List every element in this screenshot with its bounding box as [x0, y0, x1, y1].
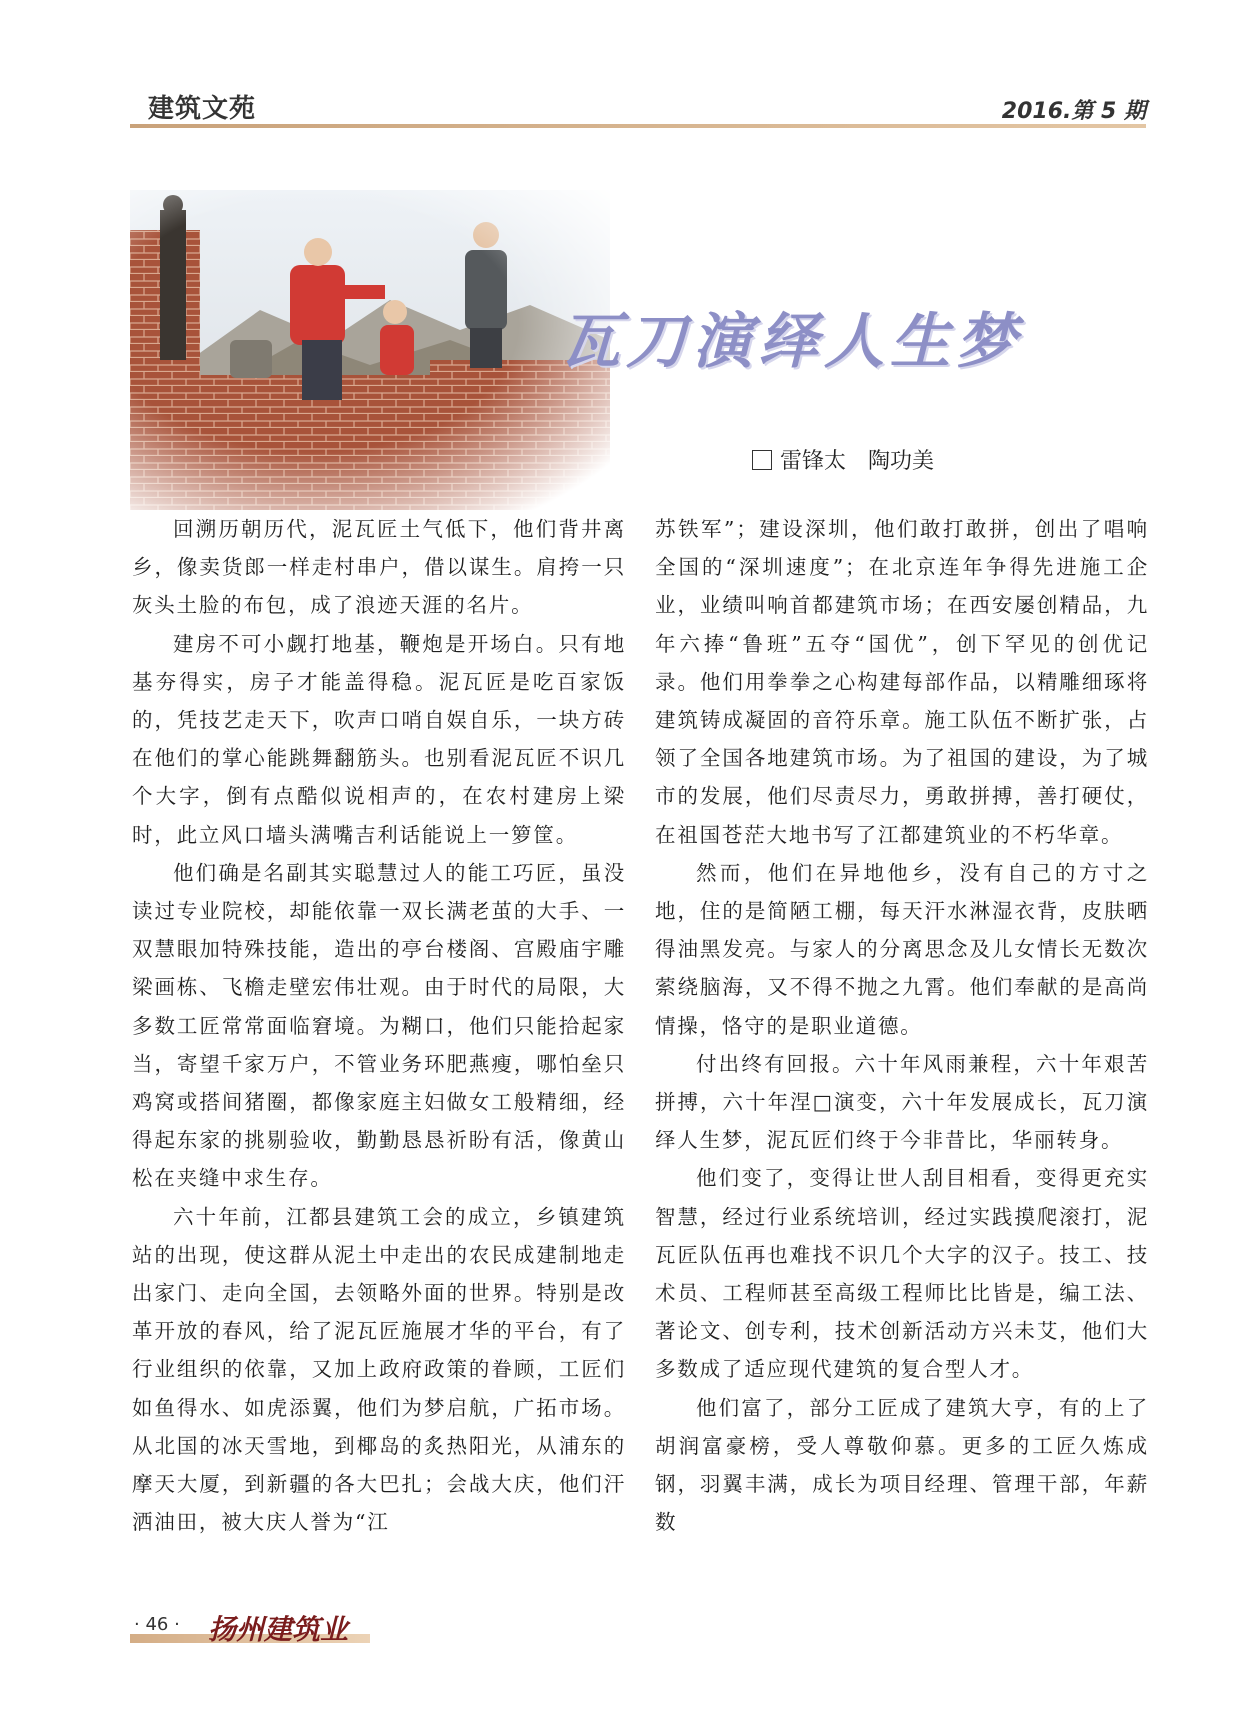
article-photo [130, 190, 610, 510]
paragraph-continuation: 苏铁军”；建设深圳，他们敢打敢拼，创出了唱响全国的“深圳速度”；在北京连年争得先进施工企业，业绩叫响首都建筑市场；在西安屡创精品，九年六捧“鲁班”五夺“国优”，创下罕见的创优记录。他们用拳拳之心构建每部作品，以精雕细琢将建筑铸成凝固的音符乐章。施工队伍不断扩张，占领了全国各地建筑市场。为了祖国的建设，为了城市的发展，他们尽责尽力，勇敢拼搏，善打硬仗，在祖国苍茫大地书写了江都建筑业的不朽华章。 [655, 517, 1149, 847]
left-column [132, 510, 626, 1541]
paragraph: 回溯历朝历代，泥瓦匠土气低下，他们背井离乡，像卖货郎一样走村串户，借以谋生。肩挎一只灰头土脸的布包，成了浪迹天涯的名片。 [132, 517, 626, 618]
section-title: 建筑文苑 [148, 94, 257, 124]
page-number: · 46 · [134, 1614, 180, 1635]
byline-box-icon [752, 450, 772, 470]
author-name: 陶功美 [868, 449, 935, 474]
paragraph: 他们变了，变得让世人刮目相看，变得更充实智慧，经过行业系统培训，经过实践摸爬滚打，泥瓦匠队伍再也难找不识几个大字的汉子。技工、技术员、工程师甚至高级工程师比比皆是，编工法、著论文、创专利，技术创新活动方兴未艾，他们大多数成了适应现代建筑的复合型人才。 [655, 1166, 1149, 1382]
byline [752, 444, 934, 475]
paragraph: 他们确是名副其实聪慧过人的能工巧匠，虽没读过专业院校，却能依靠一双长满老茧的大手、一双慧眼加特殊技能，造出的亭台楼阁、宫殿庙宇雕梁画栋、飞檐走壁宏伟壮观。由于时代的局限，大多数工匠常常面临窘境。为糊口，他们只能拾起家当，寄望千家万户，不管业务环肥燕瘦，哪怕垒只鸡窝或搭间猪圈，都像家庭主妇做女工般精细，经得起东家的挑剔验收，勤勤恳恳祈盼有活，像黄山松在夹缝中求生存。 [132, 860, 626, 1191]
issue-label: 2016.第 5 期 [1001, 99, 1146, 124]
right-column [655, 510, 1149, 1541]
page-footer [130, 1610, 370, 1646]
article-title: 瓦刀演绎人生梦 [560, 307, 1022, 377]
author-name: 雷锋太 [780, 449, 847, 474]
paragraph: 付出终有回报。六十年风雨兼程，六十年艰苦拼搏，六十年涅□演变，六十年发展成长，瓦刀演绎人生梦，泥瓦匠们终于今非昔比，华丽转身。 [655, 1051, 1149, 1153]
magazine-logo: 扬州建筑业 [208, 1613, 349, 1646]
paragraph: 六十年前，江都县建筑工会的成立，乡镇建筑站的出现，使这群从泥土中走出的农民成建制地走出家门、走向全国，去领略外面的世界。特别是改革开放的春风，给了泥瓦匠施展才华的平台，有了行业组织的依靠，又加上政府政策的眷顾，工匠们如鱼得水、如虎添翼，他们为梦启航，广拓市场。从北国的冰天雪地，到椰岛的炙热阳光，从浦东的摩天大厦，到新疆的各大巴扎；会战大庆，他们汗洒油田，被大庆人誉为“江 [132, 1204, 626, 1535]
paragraph: 他们富了，部分工匠成了建筑大亨，有的上了胡润富豪榜，受人尊敬仰慕。更多的工匠久炼成钢，羽翼丰满，成长为项目经理、管理干部，年薪数 [655, 1395, 1149, 1535]
paragraph: 建房不可小觑打地基，鞭炮是开场白。只有地基夯得实，房子才能盖得稳。泥瓦匠是吃百家饭的，凭技艺走天下，吹声口哨自娱自乐，一块方砖在他们的掌心能跳舞翻筋头。也别看泥瓦匠不识几个大字，倒有点酷似说相声的，在农村建房上梁时，此立风口墙头满嘴吉利话能说上一箩筐。 [132, 631, 626, 847]
paragraph: 然而，他们在异地他乡，没有自己的方寸之地，住的是简陋工棚，每天汗水淋湿衣背，皮肤晒得油黑发亮。与家人的分离思念及儿女情长无数次萦绕脑海，又不得不抛之九霄。他们奉献的是高尚情操，恪守的是职业道德。 [655, 860, 1149, 1038]
header-divider [130, 124, 1146, 128]
